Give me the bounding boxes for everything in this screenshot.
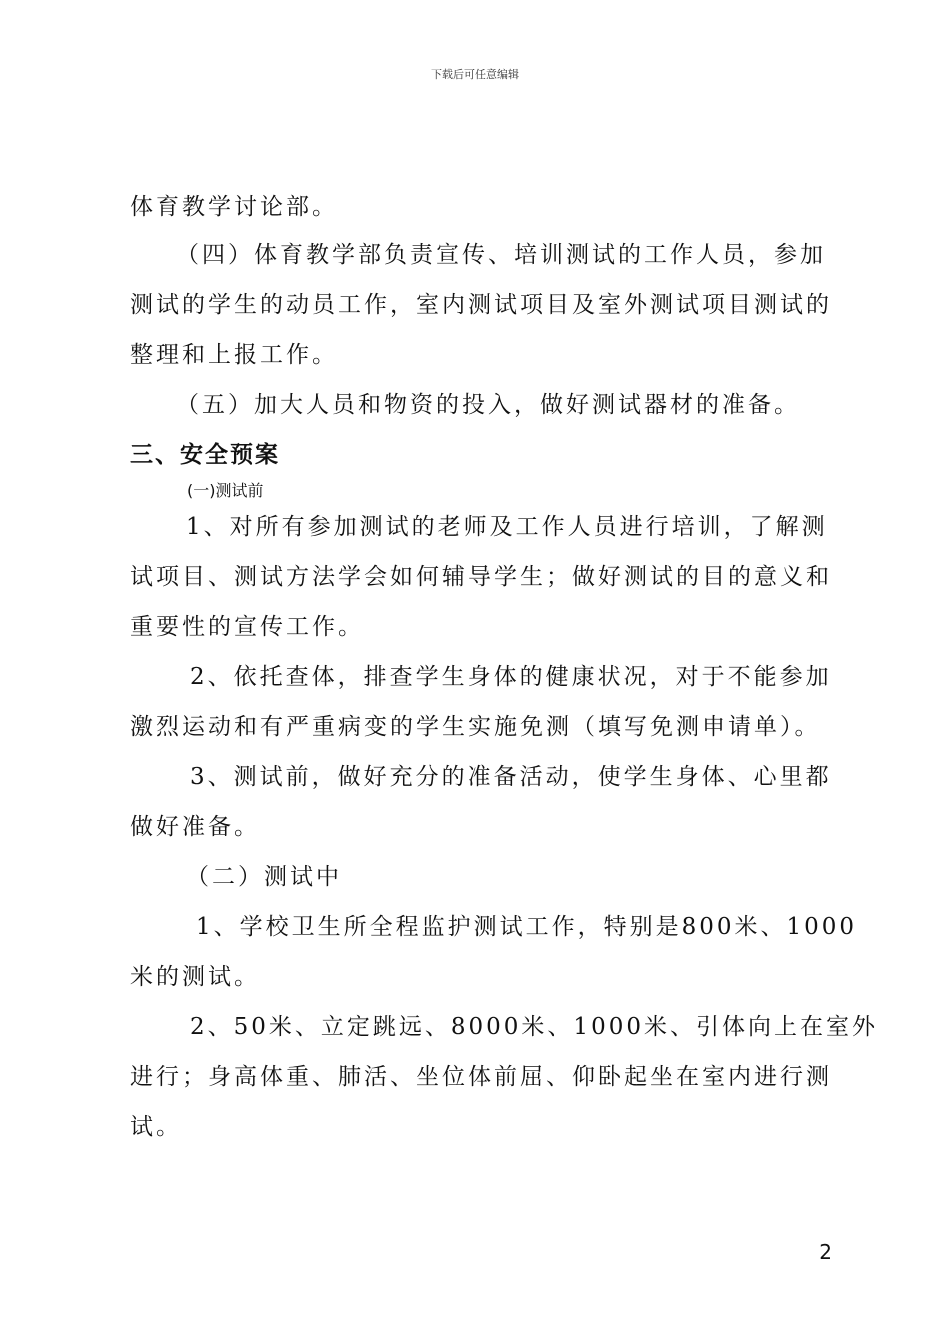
paragraph-line: （五）加大人员和物资的投入，做好测试器材的准备。 <box>176 392 800 418</box>
paragraph-line: 做好准备。 <box>130 814 260 840</box>
paragraph-line: 1、对所有参加测试的老师及工作人员进行培训，了解测 <box>186 514 828 540</box>
paragraph-line: 米的测试。 <box>130 964 260 990</box>
paragraph-line: （四）体育教学部负责宣传、培训测试的工作人员，参加 <box>176 242 826 268</box>
paragraph-line: 进行；身高体重、肺活、坐位体前屈、仰卧起坐在室内进行测 <box>130 1064 832 1090</box>
paragraph-line: 3、测试前，做好充分的准备活动，使学生身体、心里都 <box>190 764 832 790</box>
paragraph-line: 试。 <box>130 1114 182 1140</box>
paragraph-line: 重要性的宣传工作。 <box>130 614 364 640</box>
paragraph-line: 试项目、测试方法学会如何辅导学生；做好测试的目的意义和 <box>130 564 832 590</box>
paragraph-line: 1、学校卫生所全程监护测试工作，特别是800米、1000 <box>196 914 858 940</box>
paragraph-line: 激烈运动和有严重病变的学生实施免测（填写免测申请单）。 <box>130 714 821 740</box>
paragraph-line: 2、50米、立定跳远、8000米、1000米、引体向上在室外 <box>190 1014 878 1040</box>
page-number: 2 <box>819 1240 832 1264</box>
header-note: 下载后可任意编辑 <box>431 68 519 81</box>
sub-heading: (一)测试前 <box>187 481 264 500</box>
paragraph-line: 测试的学生的动员工作，室内测试项目及室外测试项目测试的 <box>130 292 832 318</box>
paragraph-line: 体育教学讨论部。 <box>130 194 338 220</box>
sub-heading-line: （二）测试中 <box>186 864 342 890</box>
section-heading: 三、安全预案 <box>130 442 280 468</box>
paragraph-line: 2、依托查体，排查学生身体的健康状况，对于不能参加 <box>190 664 832 690</box>
paragraph-line: 整理和上报工作。 <box>130 342 338 368</box>
